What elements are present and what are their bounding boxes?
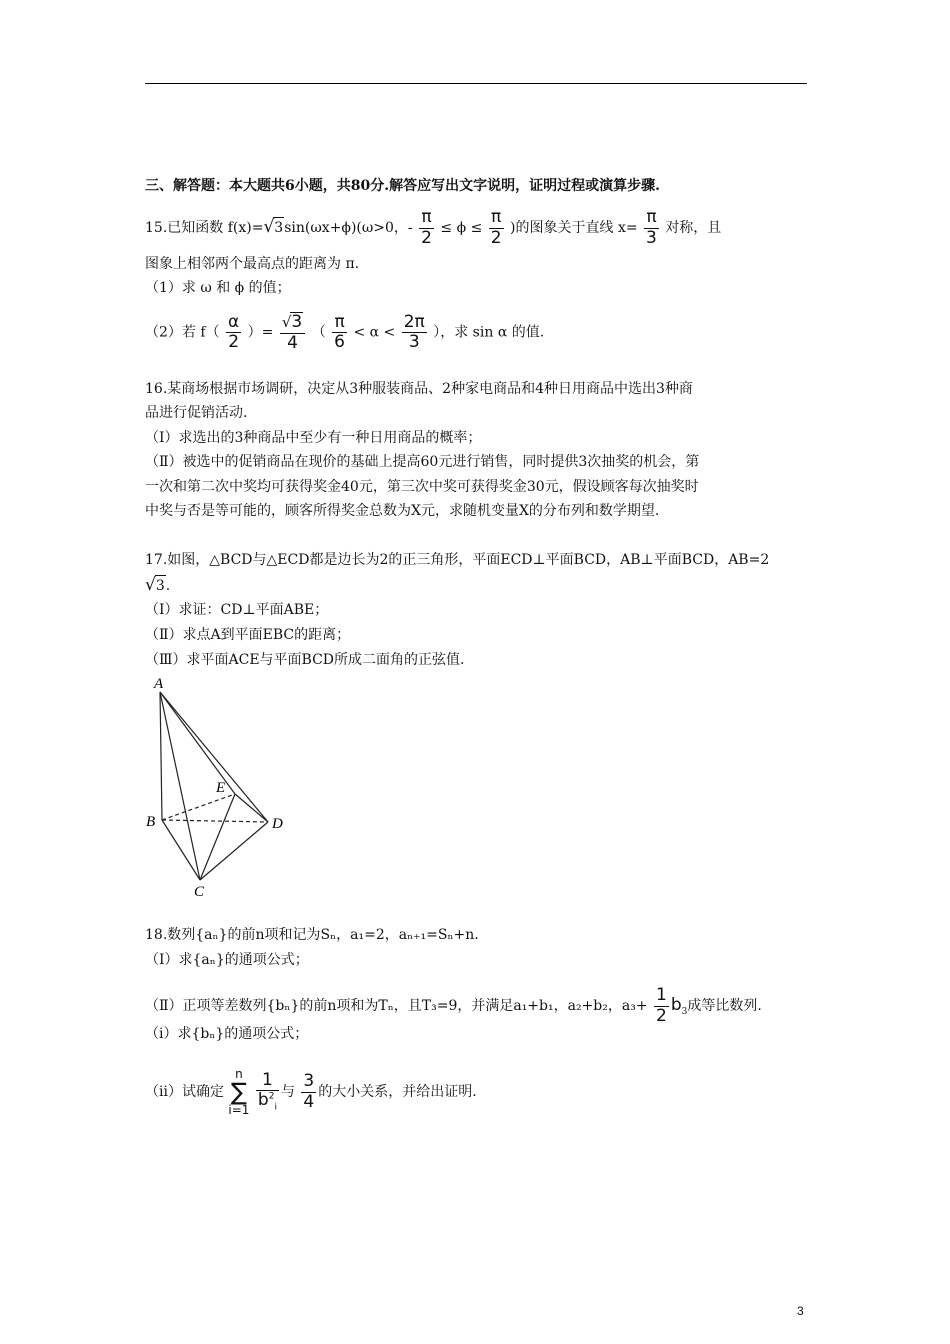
fraction: $\frac{\pi}{3}$ bbox=[646, 207, 657, 248]
vertex-e-label: E bbox=[216, 780, 226, 796]
q15-part2: （2）若 f（ $\frac{\alpha}{2}$ ）= $\frac{√3}{4}$ （ $\frac{\pi}{6}$ < α < $\frac{2\pi}{3}$ ），求 sin α 的值. bbox=[145, 311, 545, 353]
q16-part2-line2: 一次和第二次中奖均可获得奖金40元，第三次中奖可获得奖金30元，假设顾客每次抽奖时 bbox=[145, 479, 699, 495]
edge-cd bbox=[200, 822, 268, 880]
vertex-c-label: C bbox=[194, 884, 205, 900]
fraction: $\frac{\pi}{2}$ bbox=[421, 207, 432, 248]
q16-part1: （Ⅰ）求选出的3种商品中至少有一种日用商品的概率； bbox=[145, 430, 482, 446]
page-number: 3 bbox=[797, 1304, 804, 1318]
edge-bc bbox=[162, 820, 200, 880]
summation: n ∑ i=1 bbox=[228, 1067, 250, 1117]
geometry-figure bbox=[140, 670, 300, 900]
q18-part2: （Ⅱ）正项等差数列{bₙ}的前n项和为Tₙ，且T₃=9，并满足a₁+b₁，a₂+b₂，a₃+ $\frac{1}{2}$ $b_3$成等比数列. bbox=[145, 985, 762, 1026]
edge-be-hidden bbox=[162, 794, 235, 820]
q17-line2: √3. bbox=[145, 575, 171, 595]
q16-part2-line3: 中奖与否是等可能的，顾客所得奖金总数为X元，求随机变量X的分布列和数学期望. bbox=[145, 503, 660, 519]
edge-ab bbox=[160, 692, 162, 820]
q17-part2: （Ⅱ）求点A到平面EBC的距离； bbox=[145, 627, 351, 643]
edge-bd-hidden bbox=[162, 820, 268, 822]
vertex-a-label: A bbox=[154, 676, 164, 692]
q16-part2-line1: （Ⅱ）被选中的促销商品在现价的基础上提高60元进行销售，同时提供3次抽奖的机会，第 bbox=[145, 454, 700, 470]
fraction: $\frac{\pi}{2}$ bbox=[490, 207, 502, 248]
fraction: $\frac{1}{2}$ bbox=[656, 985, 667, 1026]
fraction: $\frac{2\pi}{3}$ bbox=[403, 311, 425, 353]
fraction: $\frac{3}{4}$ bbox=[303, 1070, 315, 1112]
fraction: $\frac{\alpha}{2}$ bbox=[228, 311, 240, 353]
edge-ce bbox=[200, 794, 235, 880]
q16-line2: 品进行促销活动. bbox=[145, 405, 248, 421]
q18-line1: 18.数列{aₙ}的前n项和记为Sₙ，a₁=2，aₙ₊₁=Sₙ+n. bbox=[145, 927, 479, 943]
fraction: $\frac{√3}{4}$ bbox=[280, 312, 305, 353]
q17-line1: 17.如图，△BCD与△ECD都是边长为2的正三角形，平面ECD⊥平面BCD，AB⊥平面BCD，AB=2 bbox=[145, 552, 770, 568]
q16-line1: 16.某商场根据市场调研，决定从3种服装商品、2种家电商品和4种日用商品中选出3种商 bbox=[145, 381, 693, 397]
edge-ed bbox=[235, 794, 268, 822]
q15-line2: 图象上相邻两个最高点的距离为 π. bbox=[145, 256, 360, 272]
section-title: 三、解答题：本大题共6小题，共80分.解答应写出文字说明，证明过程或演算步骤. bbox=[145, 178, 660, 194]
q18-part2-ii: （ⅱ）试确定 n ∑ i=1 $\frac{1}{b^2_i}$ 与 $\frac{3}{4}$ 的大小关系，并给出证明. bbox=[145, 1067, 477, 1117]
header-rule bbox=[145, 83, 807, 84]
q15-line1: 15.已知函数 f(x)=√3sin(ωx+ϕ)(ω>0，- $\frac{\pi}{2}$ ≤ ϕ ≤ $\frac{\pi}{2}$ )的图象关于直线 x= $\frac{\pi}{3}$ 对称，且 bbox=[145, 207, 722, 248]
q17-part1: （Ⅰ）求证：CD⊥平面ABE； bbox=[145, 602, 329, 618]
q15-part1: （1）求 ω 和 ϕ 的值； bbox=[145, 280, 291, 296]
vertex-d-label: D bbox=[272, 816, 283, 832]
q18-part1: （Ⅰ）求{aₙ}的通项公式； bbox=[145, 952, 309, 968]
edge-ad bbox=[160, 692, 268, 822]
fraction: $\frac{1}{b^2_i}$ bbox=[257, 1069, 277, 1113]
q17-part3: （Ⅲ）求平面ACE与平面BCD所成二面角的正弦值. bbox=[145, 652, 465, 668]
fraction: $\frac{\pi}{6}$ bbox=[334, 311, 345, 353]
vertex-b-label: B bbox=[146, 814, 156, 830]
q18-part2-i: （ⅰ）求{bₙ}的通项公式； bbox=[145, 1026, 309, 1042]
